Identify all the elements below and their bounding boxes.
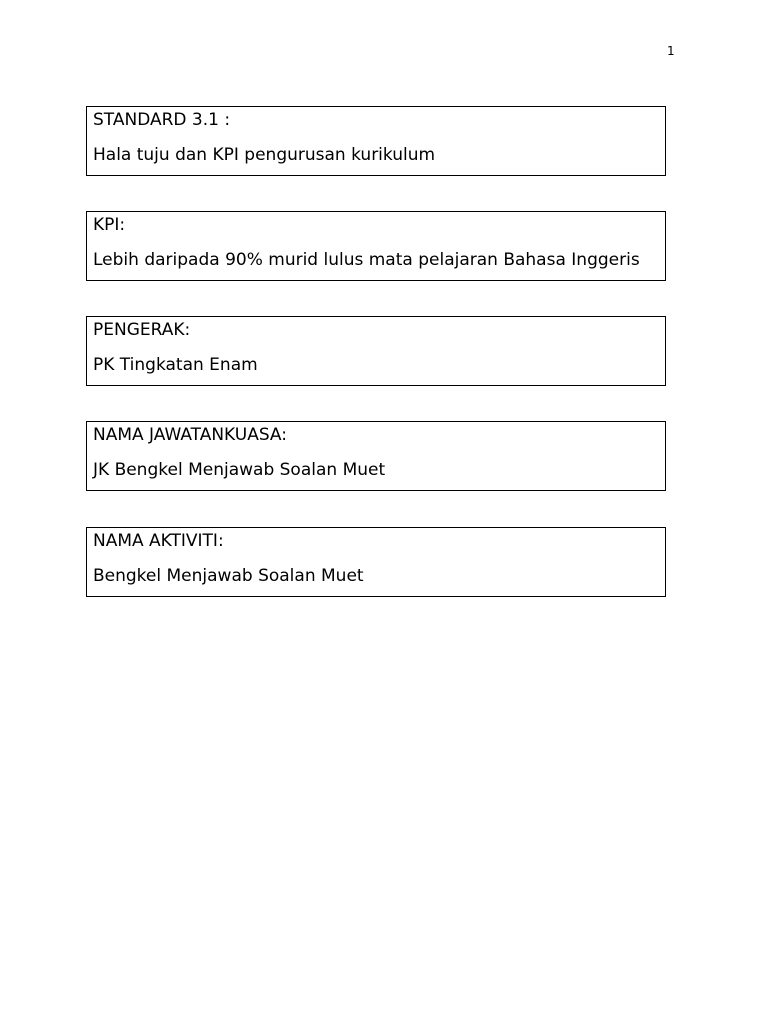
standard-value: Hala tuju dan KPI pengurusan kurikulum [93, 145, 436, 165]
kpi-box [86, 211, 666, 281]
jawatankuasa-value: JK Bengkel Menjawab Soalan Muet [93, 460, 386, 480]
aktiviti-label: NAMA AKTIVITI: [93, 531, 224, 551]
standard-label: STANDARD 3.1 : [93, 110, 231, 130]
pengerak-label: PENGERAK: [93, 320, 191, 340]
aktiviti-box [86, 527, 666, 597]
standard-box [86, 106, 666, 176]
page-number: 1 [667, 44, 675, 58]
aktiviti-value: Bengkel Menjawab Soalan Muet [93, 566, 364, 586]
kpi-label: KPI: [93, 215, 126, 235]
jawatankuasa-label: NAMA JAWATANKUASA: [93, 425, 287, 445]
kpi-value: Lebih daripada 90% murid lulus mata pelajaran Bahasa Inggeris [93, 250, 640, 270]
pengerak-box [86, 316, 666, 386]
jawatankuasa-box [86, 421, 666, 491]
pengerak-value: PK Tingkatan Enam [93, 355, 258, 375]
